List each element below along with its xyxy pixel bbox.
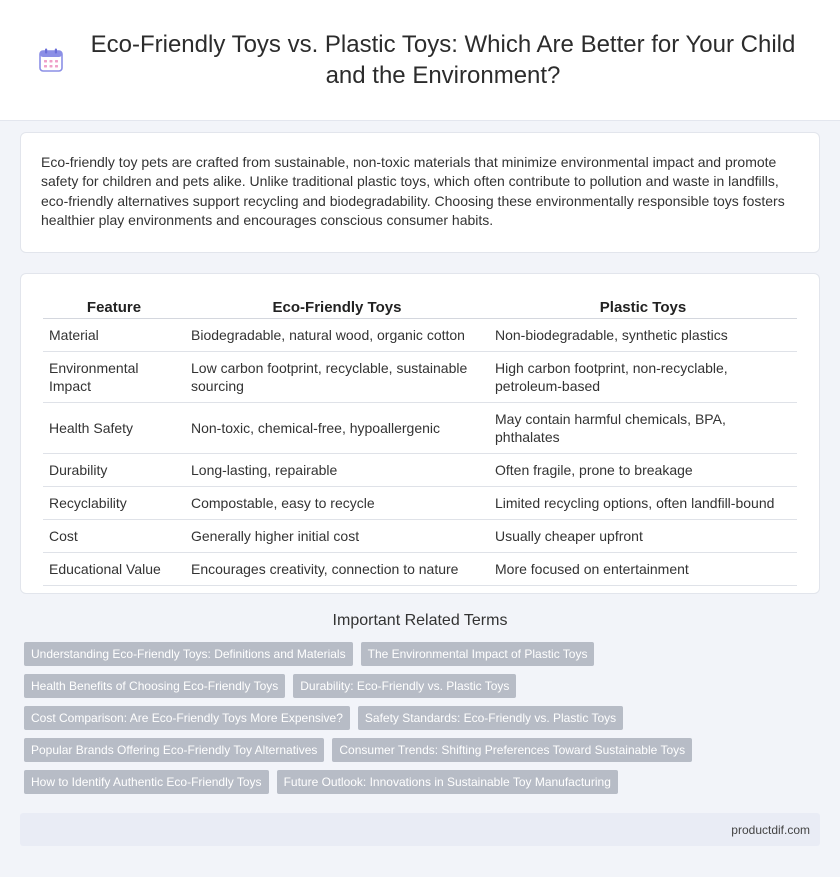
eco-cell: Low carbon footprint, recyclable, sustainable sourcing bbox=[185, 352, 489, 403]
eco-cell: Compostable, easy to recycle bbox=[185, 487, 489, 520]
feature-cell: Recyclability bbox=[43, 487, 185, 520]
feature-cell: Durability bbox=[43, 454, 185, 487]
plastic-cell: Non-biodegradable, synthetic plastics bbox=[489, 319, 797, 352]
related-terms-title: Important Related Terms bbox=[332, 612, 508, 629]
plastic-cell: More focused on entertainment bbox=[489, 553, 797, 586]
related-term-tag[interactable]: Health Benefits of Choosing Eco-Friendly Toys bbox=[24, 674, 285, 698]
table-row bbox=[43, 454, 797, 487]
plastic-cell: Limited recycling options, often landfill-bound bbox=[489, 487, 797, 520]
table-row bbox=[43, 352, 797, 403]
eco-cell: Biodegradable, natural wood, organic cotton bbox=[185, 319, 489, 352]
table-row bbox=[43, 520, 797, 553]
header-feature: Feature bbox=[43, 296, 185, 319]
eco-cell: Encourages creativity, connection to nature bbox=[185, 553, 489, 586]
related-term-tag[interactable]: Popular Brands Offering Eco-Friendly Toy Alternatives bbox=[24, 738, 324, 762]
table-row bbox=[43, 553, 797, 586]
feature-cell: Environmental Impact bbox=[43, 352, 185, 403]
footer-site-name[interactable]: productdif.com bbox=[731, 822, 810, 837]
header-plastic: Plastic Toys bbox=[489, 296, 797, 319]
related-term-tag[interactable]: The Environmental Impact of Plastic Toys bbox=[361, 642, 595, 666]
plastic-cell: May contain harmful chemicals, BPA, phthalates bbox=[489, 403, 797, 454]
header-eco-friendly: Eco-Friendly Toys bbox=[185, 296, 489, 319]
feature-cell: Educational Value bbox=[43, 553, 185, 586]
table-row bbox=[43, 487, 797, 520]
plastic-cell: High carbon footprint, non-recyclable, petroleum-based bbox=[489, 352, 797, 403]
feature-cell: Material bbox=[43, 319, 185, 352]
plastic-cell: Often fragile, prone to breakage bbox=[489, 454, 797, 487]
eco-cell: Non-toxic, chemical-free, hypoallergenic bbox=[185, 403, 489, 454]
intro-paragraph: Eco-friendly toy pets are crafted from sustainable, non-toxic materials that minimize environmental impact and promote safety for children and pets alike. Unlike traditional plastic toys, which often contribute to pollution and waste in landfills, eco-friendly alternatives support recycling and biodegradability. Choosing these environmentally responsible toys fosters healthier play environments and encourages conscious consumer habits. bbox=[41, 154, 785, 228]
page-title: Eco-Friendly Toys vs. Plastic Toys: Which Are Better for Your Child and the Environment? bbox=[90, 31, 796, 89]
table-header-row bbox=[43, 296, 797, 319]
related-terms-section bbox=[20, 612, 820, 794]
table-row bbox=[43, 319, 797, 352]
calendar-icon bbox=[37, 46, 65, 74]
related-term-tag[interactable]: Cost Comparison: Are Eco-Friendly Toys More Expensive? bbox=[24, 706, 350, 730]
comparison-table bbox=[43, 296, 797, 586]
feature-cell: Cost bbox=[43, 520, 185, 553]
page-footer bbox=[20, 813, 820, 846]
related-term-tag[interactable]: How to Identify Authentic Eco-Friendly Toys bbox=[24, 770, 269, 794]
related-term-tag[interactable]: Durability: Eco-Friendly vs. Plastic Toys bbox=[293, 674, 516, 698]
related-term-tag[interactable]: Consumer Trends: Shifting Preferences Toward Sustainable Toys bbox=[332, 738, 692, 762]
related-term-tag[interactable]: Safety Standards: Eco-Friendly vs. Plastic Toys bbox=[358, 706, 623, 730]
comparison-card bbox=[20, 273, 820, 594]
feature-cell: Health Safety bbox=[43, 403, 185, 454]
plastic-cell: Usually cheaper upfront bbox=[489, 520, 797, 553]
header-inner bbox=[37, 29, 803, 91]
eco-cell: Generally higher initial cost bbox=[185, 520, 489, 553]
related-term-tag[interactable]: Understanding Eco-Friendly Toys: Definitions and Materials bbox=[24, 642, 353, 666]
page-header bbox=[0, 0, 840, 121]
table-row bbox=[43, 403, 797, 454]
related-term-tag[interactable]: Future Outlook: Innovations in Sustainable Toy Manufacturing bbox=[277, 770, 618, 794]
related-terms-list bbox=[20, 642, 820, 794]
intro-card bbox=[20, 132, 820, 253]
eco-cell: Long-lasting, repairable bbox=[185, 454, 489, 487]
